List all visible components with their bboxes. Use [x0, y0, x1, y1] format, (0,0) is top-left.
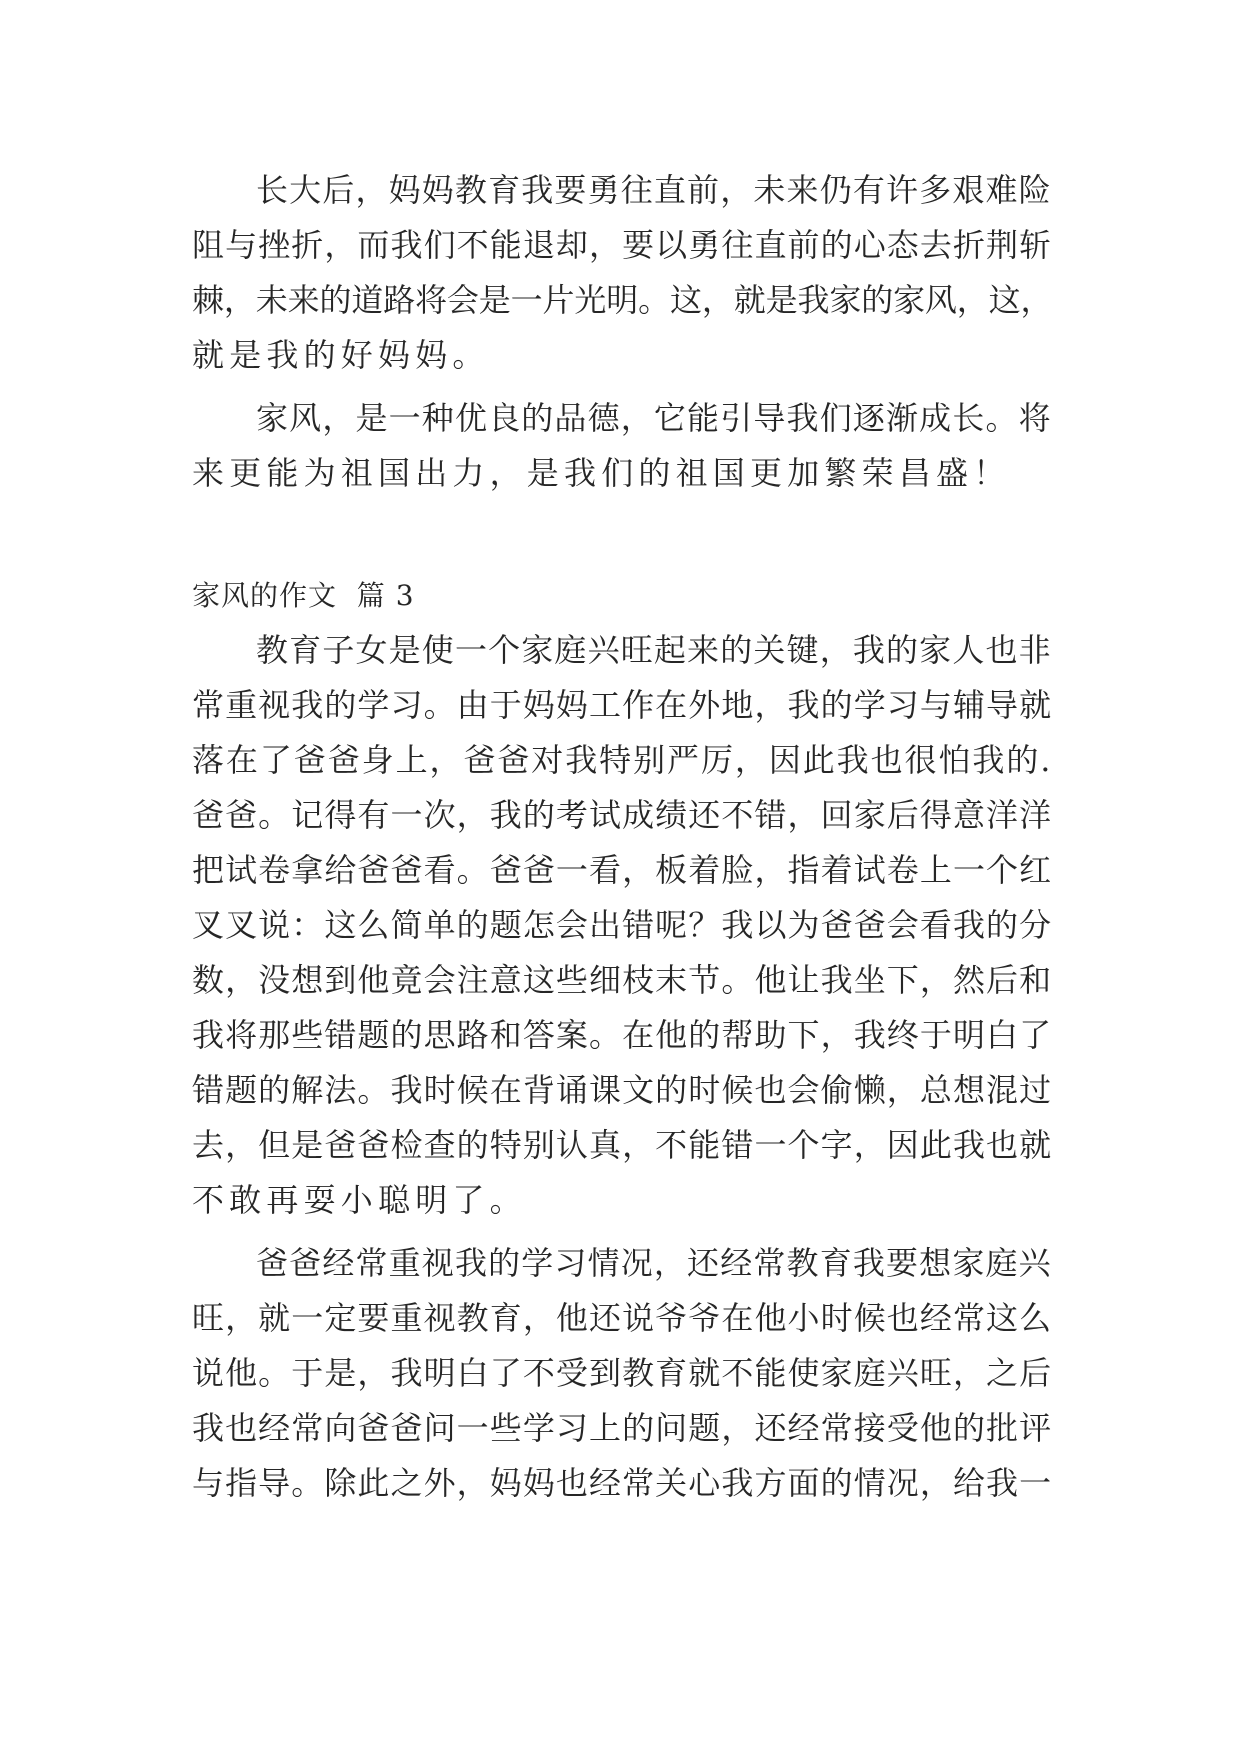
text-line: 不敢再耍小聪明了。: [192, 1181, 527, 1219]
text-line: 我也经常向爸爸问一些学习上的问题，还经常接受他的批评: [192, 1409, 1053, 1447]
text-line: 我将那些错题的思路和答案。在他的帮助下，我终于明白了: [192, 1016, 1053, 1054]
text-line: 与指导。除此之外，妈妈也经常关心我方面的情况，给我一: [192, 1464, 1053, 1502]
paragraph-father-guidance: [192, 1243, 1052, 1518]
text-line: 把试卷拿给爸爸看。爸爸一看，板着脸，指着试卷上一个红: [192, 851, 1053, 889]
text-line: 常重视我的学习。由于妈妈工作在外地，我的学习与辅导就: [192, 686, 1053, 724]
text-line: 错题的解法。我时候在背诵课文的时候也会偷懒，总想混过: [192, 1071, 1053, 1109]
text-line: 旺，就一定要重视教育，他还说爷爷在他小时候也经常这么: [192, 1299, 1053, 1337]
text-line: 爸爸。记得有一次，我的考试成绩还不错，回家后得意洋洋: [192, 796, 1053, 834]
text-line: 爸爸经常重视我的学习情况，还经常教育我要想家庭兴: [256, 1244, 1052, 1282]
section-heading: 家风的作文 篇 3: [192, 579, 415, 612]
text-line: 棘，未来的道路将会是一片光明。这，就是我家的家风，这，: [192, 281, 1053, 319]
paragraph-family-style: [192, 398, 1052, 508]
text-line: 数，没想到他竟会注意这些细枝末节。他让我坐下，然后和: [192, 961, 1053, 999]
text-line: 教育子女是使一个家庭兴旺起来的关键，我的家人也非: [256, 631, 1052, 669]
text-line: 来更能为祖国出力，是我们的祖国更加繁荣昌盛！: [192, 454, 1011, 492]
paragraph-growing-up: [192, 170, 1052, 390]
text-line: 去，但是爸爸检查的特别认真，不能错一个字，因此我也就: [192, 1126, 1053, 1164]
paragraph-education: [192, 630, 1052, 1235]
text-line: 长大后，妈妈教育我要勇往直前，未来仍有许多艰难险: [256, 171, 1052, 209]
text-line: 阻与挫折，而我们不能退却，要以勇往直前的心态去折荆斩: [192, 226, 1053, 264]
text-line: 叉叉说：这么简单的题怎会出错呢？我以为爸爸会看我的分: [192, 906, 1053, 944]
text-line: 说他。于是，我明白了不受到教育就不能使家庭兴旺，之后: [192, 1354, 1053, 1392]
text-line: 落在了爸爸身上，爸爸对我特别严厉，因此我也很怕我的.: [192, 741, 1053, 779]
text-line: 家风，是一种优良的品德，它能引导我们逐渐成长。将: [256, 399, 1052, 437]
text-line: 就是我的好妈妈。: [192, 336, 490, 374]
